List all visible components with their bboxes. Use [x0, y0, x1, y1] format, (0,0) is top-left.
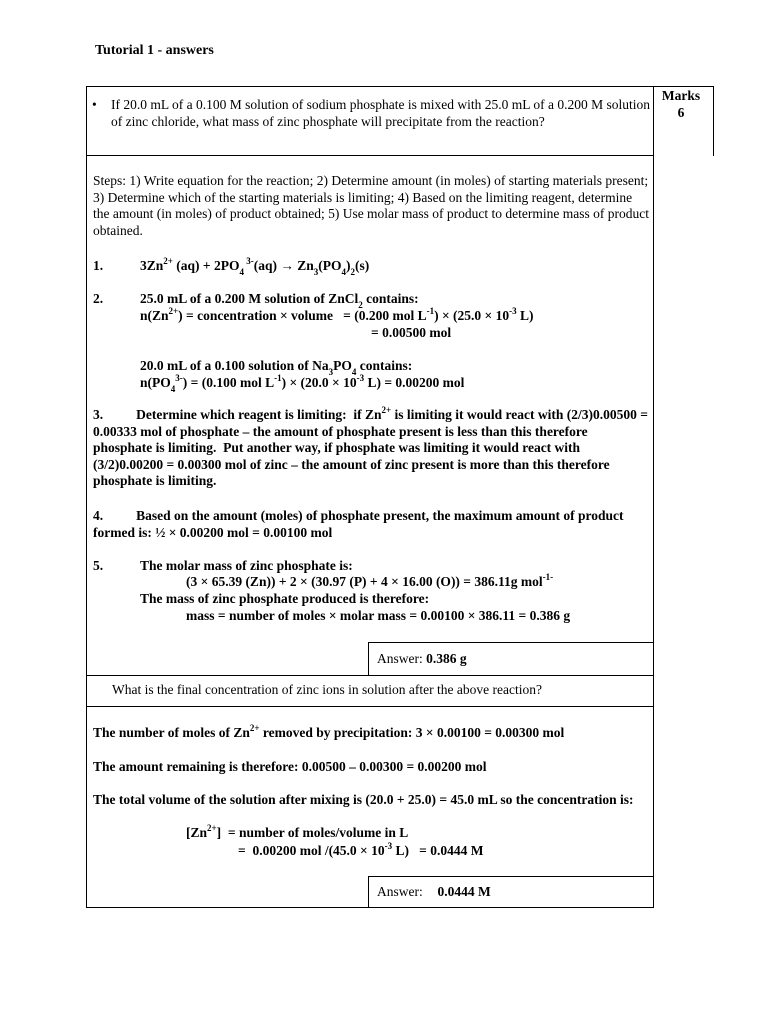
- part2-box-left-border: [86, 706, 87, 908]
- marks-value: 6: [677, 105, 685, 120]
- step5-line4: mass = number of moles × molar mass = 0.00100 × 386.11 = 0.386 g: [186, 608, 571, 623]
- part2-line4: $[Zn^{2+}]$ = number of moles/volume in L: [186, 822, 409, 840]
- marks-column-left-border: [653, 86, 654, 908]
- steps-box-left-border: [86, 155, 87, 676]
- page-title: Tutorial 1 - answers: [95, 43, 214, 58]
- step2-number: 2.: [93, 291, 104, 306]
- answer1: [377, 651, 467, 668]
- answer2: [377, 884, 491, 901]
- steps-box-top-border: [86, 155, 653, 156]
- step2-line1: 25.0 mL of a 0.200 M solution of ZnCl$_2$ contains:: [140, 291, 419, 310]
- step2-line3: = 0.00500 mol: [371, 325, 452, 340]
- steps-box-bottom-border: [86, 675, 653, 676]
- bullet-icon: •: [92, 97, 97, 112]
- question2-row-bottom-border: [86, 706, 653, 707]
- step3-number: 3.: [93, 407, 104, 422]
- step4-number: 4.: [93, 508, 104, 523]
- answer2-value: 0.0444 M: [437, 884, 491, 899]
- question1: [92, 97, 652, 130]
- step5-number: 5.: [93, 558, 104, 573]
- part2-line1: The number of moles of $Zn^{2+}$ removed by precipitation: 3 × 0.00100 = 0.00300 mol: [93, 722, 565, 740]
- marks-header: Marks: [661, 88, 701, 103]
- answer2-left-border: [368, 876, 369, 908]
- question2-row-left-border: [86, 675, 87, 707]
- answer1-left-border: [368, 642, 369, 676]
- step5-line3: The mass of zinc phosphate produced is therefore:: [140, 591, 430, 606]
- step1-equation: $3Zn^{2+}$ $(aq) + 2PO_4$ $^{3-}(aq) \to Zn_3(PO_4)_2(s)$: [140, 255, 370, 277]
- step2-line4: 20.0 mL of a 0.100 solution of $Na_3PO_4$ contains:: [140, 358, 413, 377]
- step1-number: 1.: [93, 258, 104, 273]
- part2-line5: = 0.00200 mol $/(45.0 \times 10^{-3}$ L) = 0.0444 M: [238, 840, 484, 858]
- step5-line2: (3 × 65.39 (Zn)) + 2 × (30.97 (P) + 4 × 16.00 (O)) = 386.11g mol$^{-1-}$: [186, 571, 554, 589]
- step3-paragraph: 3. Determine which reagent is limiting: if $Zn^{2+}$ is limiting it would react with (2/3)0.00500 = 0.00333 mol of phosphate – the amount of phosphate present is less than this therefore phosphate is limiting. Put another way, if phosphate was limiting it would react with (3/2)0.00200 = 0.00300 mol of zinc – the amount of zinc present is more than this therefore phosphate is limiting.: [93, 404, 648, 488]
- marks-column-right-border: [713, 86, 714, 156]
- part2-line2: The amount remaining is therefore: 0.00500 – 0.00300 = 0.00200 mol: [93, 759, 487, 774]
- answer1-label: Answer:: [377, 651, 423, 666]
- step2-line5: $n(PO_4^{3-}) = (0.100$ mol $L^{-1}) \times (20.0 \times 10^{-3}$ L) = 0.00200 mol: [140, 372, 465, 394]
- question1-text: If 20.0 mL of a 0.100 M solution of sodium phosphate is mixed with 25.0 mL of a 0.200 M solution of zinc chloride, what mass of zinc phosphate will precipitate from the reaction?: [111, 97, 650, 129]
- question2-text: What is the final concentration of zinc ions in solution after the above reaction?: [112, 682, 542, 697]
- answer2-label: Answer:: [377, 884, 423, 899]
- step2-line2: $n(Zn^{2+})$ = concentration × volume = (0.200 mol $L^{-1}) \times (25.0 \times 10^{-3}$ L): [140, 305, 534, 323]
- step4-paragraph: [93, 508, 648, 541]
- part2-line3: The total volume of the solution after mixing is (20.0 + 25.0) = 45.0 mL so the concentration is:: [93, 792, 634, 807]
- table-top-border: [86, 86, 714, 87]
- steps-paragraph: Steps: 1) Write equation for the reaction; 2) Determine amount (in moles) of starting materials present; 3) Determine which of the starting materials is limiting; 4) Based on the limiting reagent, determine the amount (in moles) of product obtained; 5) Use molar mass of product to determine mass of product obtained.: [93, 173, 649, 238]
- answer2-top-border: [368, 876, 653, 877]
- part2-box-bottom-border: [86, 907, 653, 908]
- answer1-value: 0.386 g: [426, 651, 467, 666]
- answer1-top-border: [368, 642, 653, 643]
- step4-text: Based on the amount (moles) of phosphate present, the maximum amount of product formed is: ½ × 0.00200 mol = 0.00100 mol: [93, 508, 624, 540]
- table-left-border: [86, 86, 87, 156]
- step5-line1: The molar mass of zinc phosphate is:: [140, 558, 353, 573]
